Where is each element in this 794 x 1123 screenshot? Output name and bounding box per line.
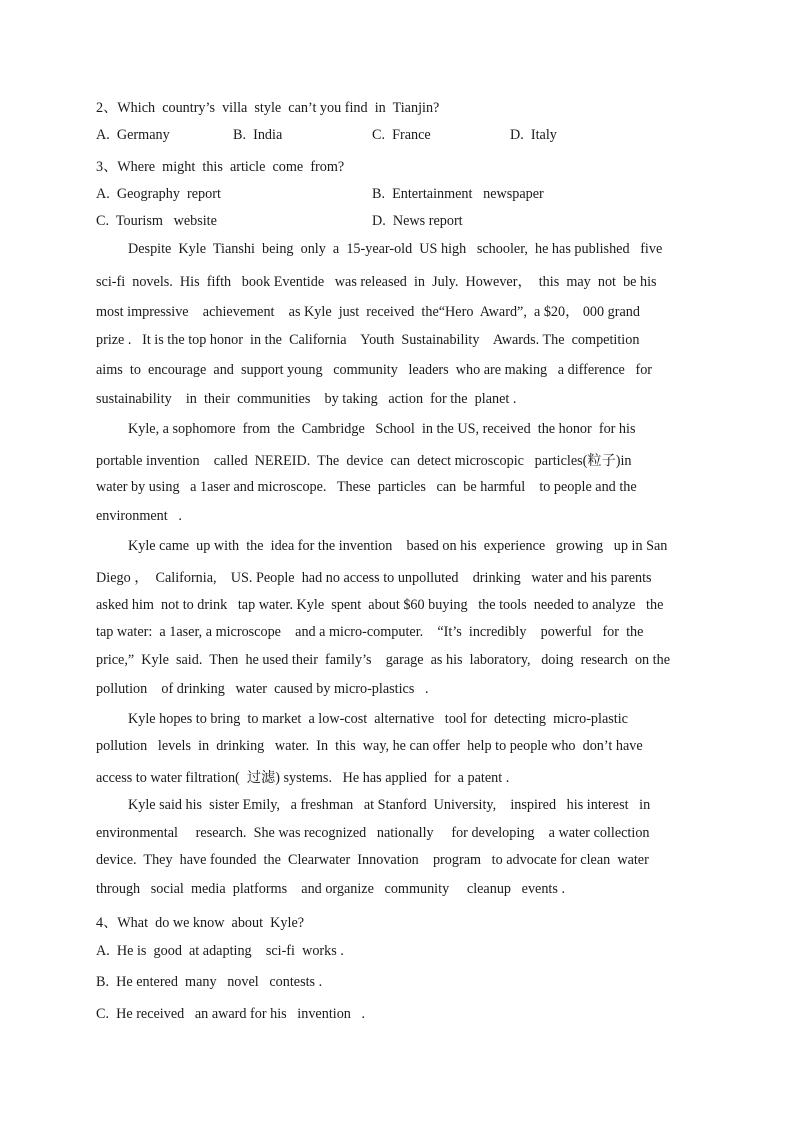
passage-line: pollution levels in drinking water. In this way, he can offer help to people who don’t have bbox=[96, 738, 643, 754]
passage-line: tap water: a 1aser, a microscope and a micro-computer. “It’s incredibly powerful for the bbox=[96, 624, 644, 640]
passage-line: Kyle said his sister Emily, a freshman at Stanford University, inspired his interest in bbox=[128, 797, 651, 813]
q4-option-b: B. He entered many novel contests . bbox=[96, 974, 323, 990]
q3-option-a: A. Geography report bbox=[96, 186, 221, 202]
passage-line: most impressive achievement as Kyle just received the“Hero Award”, a $20， 000 grand bbox=[96, 304, 640, 320]
passage-line: aims to encourage and support young community leaders who are making a difference for bbox=[96, 362, 653, 378]
passage-line: price,” Kyle said. Then he used their family’s garage as his laboratory, doing research on the bbox=[96, 652, 671, 668]
passage-line: portable invention called NEREID. The device can detect microscopic particles(粒子)in bbox=[96, 453, 632, 469]
passage-line: water by using a 1aser and microscope. These particles can be harmful to people and the bbox=[96, 479, 637, 495]
passage-line: sci-fi novels. His fifth book Eventide was released in July. However， this may not be his bbox=[96, 274, 657, 290]
passage-line: Kyle came up with the idea for the invention based on his experience growing up in San bbox=[128, 538, 668, 554]
q4-option-c: C. He received an award for his invention . bbox=[96, 1006, 366, 1022]
q3-option-d: D. News report bbox=[372, 213, 463, 229]
q2-option-d: D. Italy bbox=[510, 127, 557, 143]
question-4-text: 4、What do we know about Kyle? bbox=[96, 915, 305, 931]
passage-line: access to water filtration( 过滤) systems. He has applied for a patent . bbox=[96, 770, 510, 786]
q3-option-c: C. Tourism website bbox=[96, 213, 217, 229]
passage-line: environmental research. She was recognized nationally for developing a water collection bbox=[96, 825, 650, 841]
passage-line: asked him not to drink tap water. Kyle spent about $60 buying the tools needed to analyze the bbox=[96, 597, 664, 613]
passage-line: Diego ， California, US. People had no access to unpolluted drinking water and his parents bbox=[96, 570, 652, 586]
passage-line: sustainability in their communities by taking action for the planet . bbox=[96, 391, 517, 407]
question-3-text: 3、Where might this article come from? bbox=[96, 159, 345, 175]
passage-line: through social media platforms and organize community cleanup events . bbox=[96, 881, 565, 897]
question-2-text: 2、Which country’s villa style can’t you find in Tianjin? bbox=[96, 100, 440, 116]
q2-option-a: A. Germany bbox=[96, 127, 170, 143]
q3-option-b: B. Entertainment newspaper bbox=[372, 186, 544, 202]
passage-line: Kyle, a sophomore from the Cambridge School in the US, received the honor for his bbox=[128, 421, 636, 437]
passage-line: prize . It is the top honor in the California Youth Sustainability Awards. The competition bbox=[96, 332, 640, 348]
passage-line: environment . bbox=[96, 508, 182, 524]
passage-line: Despite Kyle Tianshi being only a 15-year-old US high schooler, he has published five bbox=[128, 241, 663, 257]
passage-line: pollution of drinking water caused by micro-plastics . bbox=[96, 681, 429, 697]
passage-line: Kyle hopes to bring to market a low-cost alternative tool for detecting micro-plastic bbox=[128, 711, 628, 727]
passage-line: device. They have founded the Clearwater Innovation program to advocate for clean water bbox=[96, 852, 649, 868]
q4-option-a: A. He is good at adapting sci-fi works . bbox=[96, 943, 344, 959]
q2-option-b: B. India bbox=[233, 127, 283, 143]
q2-option-c: C. France bbox=[372, 127, 431, 143]
